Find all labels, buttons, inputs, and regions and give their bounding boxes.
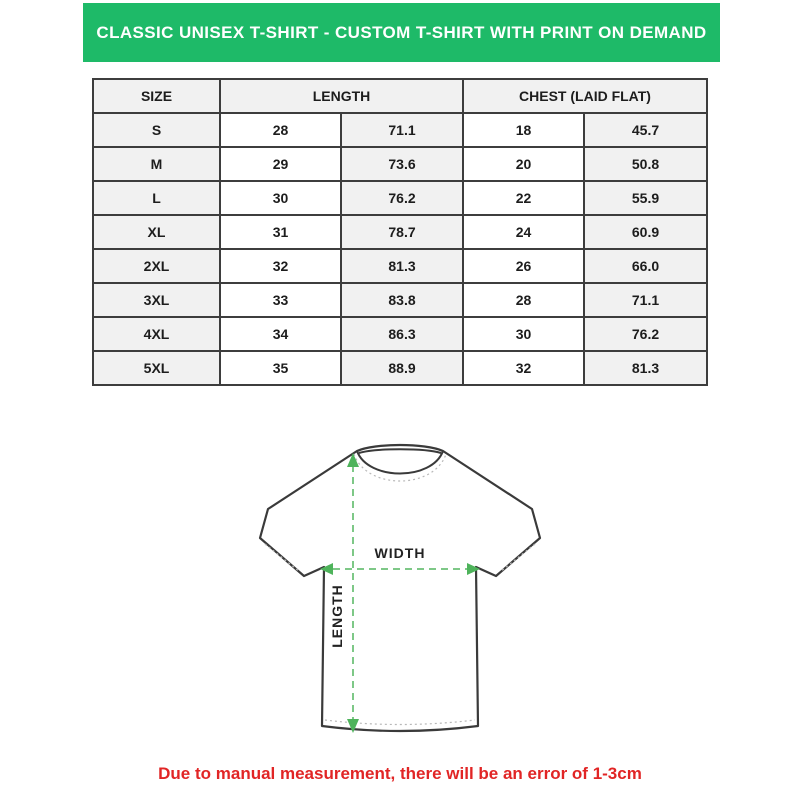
size-cell: 4XL xyxy=(93,317,220,351)
chest-cm-cell: 81.3 xyxy=(584,351,707,385)
tshirt-diagram xyxy=(240,425,560,755)
length-cm-cell: 73.6 xyxy=(341,147,463,181)
size-cell: L xyxy=(93,181,220,215)
table-header-row xyxy=(93,79,707,113)
size-cell: M xyxy=(93,147,220,181)
length-in-cell: 35 xyxy=(220,351,341,385)
header-length: LENGTH xyxy=(220,79,463,113)
chest-cm-cell: 45.7 xyxy=(584,113,707,147)
chest-cm-cell: 76.2 xyxy=(584,317,707,351)
size-cell: XL xyxy=(93,215,220,249)
table-row xyxy=(93,317,707,351)
length-in-cell: 31 xyxy=(220,215,341,249)
table-row xyxy=(93,351,707,385)
size-cell: 3XL xyxy=(93,283,220,317)
chest-in-cell: 22 xyxy=(463,181,584,215)
length-in-cell: 29 xyxy=(220,147,341,181)
length-in-cell: 33 xyxy=(220,283,341,317)
table-row xyxy=(93,181,707,215)
table-row xyxy=(93,113,707,147)
table-row xyxy=(93,215,707,249)
length-in-cell: 32 xyxy=(220,249,341,283)
tshirt-svg xyxy=(240,425,560,755)
chest-in-cell: 32 xyxy=(463,351,584,385)
size-cell: 5XL xyxy=(93,351,220,385)
title-banner xyxy=(83,3,720,62)
measurement-note: Due to manual measurement, there will be an error of 1-3cm xyxy=(158,764,642,783)
chest-in-cell: 26 xyxy=(463,249,584,283)
length-cm-cell: 78.7 xyxy=(341,215,463,249)
length-cm-cell: 71.1 xyxy=(341,113,463,147)
chest-cm-cell: 55.9 xyxy=(584,181,707,215)
length-cm-cell: 76.2 xyxy=(341,181,463,215)
chest-in-cell: 30 xyxy=(463,317,584,351)
size-cell: 2XL xyxy=(93,249,220,283)
chest-cm-cell: 60.9 xyxy=(584,215,707,249)
length-cm-cell: 81.3 xyxy=(341,249,463,283)
chest-in-cell: 24 xyxy=(463,215,584,249)
table-row xyxy=(93,283,707,317)
size-table-body xyxy=(93,113,707,385)
size-table xyxy=(92,78,708,386)
chest-cm-cell: 71.1 xyxy=(584,283,707,317)
chest-in-cell: 18 xyxy=(463,113,584,147)
header-chest: CHEST (LAID FLAT) xyxy=(463,79,707,113)
header-size: SIZE xyxy=(93,79,220,113)
length-in-cell: 30 xyxy=(220,181,341,215)
width-label: WIDTH xyxy=(374,545,426,561)
chest-in-cell: 28 xyxy=(463,283,584,317)
chest-cm-cell: 50.8 xyxy=(584,147,707,181)
chest-in-cell: 20 xyxy=(463,147,584,181)
chest-cm-cell: 66.0 xyxy=(584,249,707,283)
length-in-cell: 34 xyxy=(220,317,341,351)
size-chart xyxy=(92,78,706,386)
tshirt-outline xyxy=(260,445,540,731)
table-row xyxy=(93,147,707,181)
length-cm-cell: 86.3 xyxy=(341,317,463,351)
length-label: LENGTH xyxy=(329,584,345,648)
size-cell: S xyxy=(93,113,220,147)
length-cm-cell: 83.8 xyxy=(341,283,463,317)
length-in-cell: 28 xyxy=(220,113,341,147)
page-title: CLASSIC UNISEX T-SHIRT - CUSTOM T-SHIRT WITH PRINT ON DEMAND xyxy=(96,22,707,42)
length-cm-cell: 88.9 xyxy=(341,351,463,385)
table-row xyxy=(93,249,707,283)
